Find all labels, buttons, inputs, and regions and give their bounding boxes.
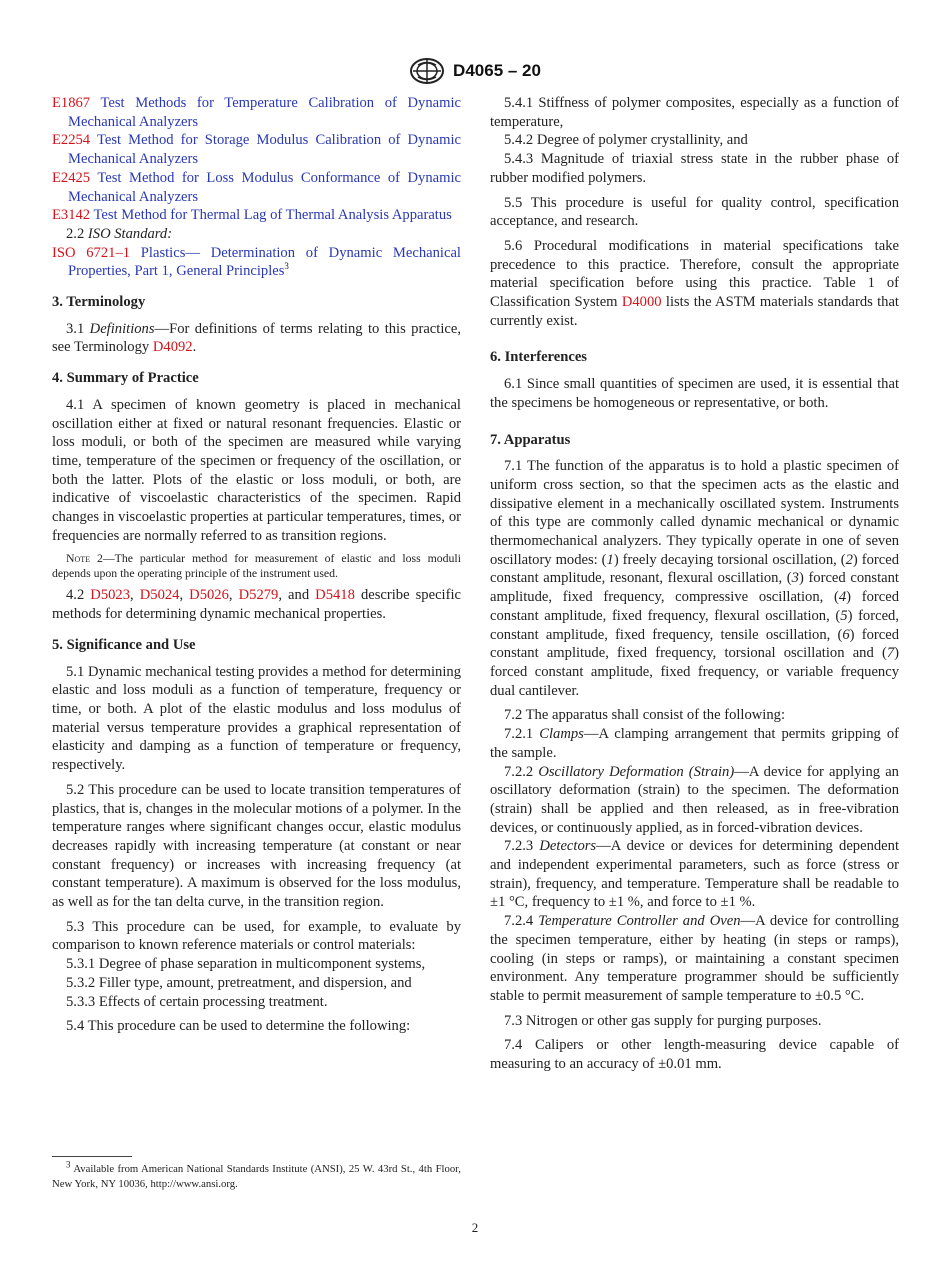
ref-link[interactable]: D5023	[90, 587, 131, 604]
paragraph: 5.6 Procedural modifications in material specifications take precedence to this practice. Therefore, consult the appropriate material specification before using this practice. Table 1 of Classification System D4000 lists the ASTM materials standards that currently exist.	[490, 237, 899, 329]
ref-title-link[interactable]: Test Method for Storage Modulus Calibration of Dynamic Mechanical Analyzers	[68, 132, 461, 168]
reference-iso-6721: ISO 6721–1 Plastics— Determination of Dynamic Mechanical Properties, Part 1, General Principles$^3$	[52, 244, 461, 280]
paragraph: 5.3 This procedure can be used, for example, to evaluate by comparison to known reference materials or control materials:	[52, 918, 461, 954]
section-heading: 3. Terminology	[52, 294, 146, 311]
ref-title-link[interactable]: Test Methods for Temperature Calibration of Dynamic Mechanical Analyzers	[68, 95, 461, 130]
ref-title-link[interactable]: Test Method for Loss Modulus Conformance of Dynamic Mechanical Analyzers	[68, 169, 461, 205]
paragraph: 7.2.2 Oscillatory Deformation (Strain)—A device for applying an oscillatory deformation (strain) to the specimen. The deformation (strain) shall be applied and then released, as in free-vibration devices, or continuously applied, as in forced-vibration devices.	[490, 763, 899, 836]
paragraph: 7.3 Nitrogen or other gas supply for purging purposes.	[504, 1012, 822, 1029]
section-heading: 4. Summary of Practice	[52, 370, 199, 387]
footnote-divider	[52, 1156, 132, 1157]
paragraph: 7.4 Calipers or other length-measuring device capable of measuring to an accuracy of ±0.01 mm.	[490, 1037, 899, 1073]
section-heading: 7. Apparatus	[490, 431, 571, 448]
paragraph: 7.1 The function of the apparatus is to hold a plastic specimen of uniform cross section, so that the specimen acts as the elastic and dissipative element in a mechanically oscillated system. Instruments of this type are commonly called dynamic mechanical or dynamic thermomechanical analyzers. They typically operate in one of seven oscillatory modes: (1) freely decaying torsional oscillation, (2) forced constant amplitude, resonant, flexural oscillation, (3) forced constant amplitude, fixed frequency, compressive oscillation, (4) forced constant amplitude, fixed frequency, flexural oscillation, (5) forced, constant amplitude, fixed frequency, tensile oscillation, (6) forced constant amplitude, fixed frequency, torsional oscillation and (7) forced constant amplitude, fixed frequency, or variable frequency dual cantilever.	[490, 458, 899, 699]
paragraph: 5.3.2 Filler type, amount, pretreatment, and dispersion, and	[66, 974, 412, 991]
ref-link[interactable]: E1867	[52, 95, 91, 111]
ref-link[interactable]: E3142	[52, 207, 91, 224]
ref-title-link[interactable]: Plastics— Determination of Dynamic Mechanical Properties, Part 1, General Principles	[68, 244, 461, 280]
iso-heading: 2.2 ISO Standard:	[66, 225, 173, 242]
section-heading: 5. Significance and Use	[52, 636, 196, 653]
ref-title-link[interactable]: Test Method for Thermal Lag of Thermal Analysis Apparatus	[93, 207, 452, 224]
page-header	[0, 57, 950, 85]
page-number: 2	[471, 1220, 479, 1235]
ref-link[interactable]: D4092	[152, 339, 193, 356]
paragraph: 5.4.1 Stiffness of polymer composites, especially as a function of temperature,	[490, 95, 899, 130]
ref-link[interactable]: D5418	[315, 587, 355, 604]
footnote: $^3$ Available from American National Standards Institute (ANSI), 25 W. 43rd St., 4th Floor, New York, NY 10036, http://www.ansi.org.	[52, 1159, 461, 1190]
left-column	[52, 94, 461, 1036]
paragraph: 5.3.1 Degree of phase separation in multicomponent systems,	[66, 956, 426, 973]
section-heading: 6. Interferences	[490, 349, 587, 366]
paragraph: 3.1 Definitions—For definitions of terms relating to this practice, see Terminology D4092.	[52, 320, 461, 356]
paragraph: 5.3.3 Effects of certain processing treatment.	[66, 993, 328, 1010]
paragraph: 7.2.4 Temperature Controller and Oven—A device for controlling the specimen temperature, either by heating (in steps or ramps), cooling (in steps or ramps), or maintaining a constant specimen environment. Any temperature programmer should be sufficiently stable to permit measurement of sample temperature to ±0.5 °C.	[490, 913, 899, 1004]
reference-e2425	[52, 169, 461, 206]
ref-link[interactable]: E2254	[52, 132, 91, 149]
paragraph: 4.1 A specimen of known geometry is placed in mechanical oscillation either at fixed or natural resonant frequencies. Elastic or loss moduli, or both of the specimen are measured while varying time, temperature of the specimen or frequency of the oscillation, or both the latter. Plots of the elastic or loss moduli, or both, are indicative of viscoelastic characteristics of the specimen. Rapid changes in viscoelastic properties at particular temperatures, times, or frequencies are normally referred to as transition regions.	[52, 396, 461, 544]
ref-link[interactable]: D4000	[621, 294, 662, 311]
paragraph: 5.4 This procedure can be used to determine the following:	[66, 1018, 411, 1035]
paragraph: 5.4.3 Magnitude of triaxial stress state in the rubber phase of rubber modified polymers.	[490, 151, 899, 186]
right-column	[490, 94, 899, 1074]
ref-link[interactable]: ISO 6721–1	[52, 244, 131, 261]
paragraph: 7.2.1 Clamps—A clamping arrangement that permits gripping of the sample.	[490, 726, 900, 761]
ref-link[interactable]: D5024	[139, 587, 180, 604]
document-title: D4065 – 20	[453, 61, 541, 80]
astm-logo-icon	[409, 57, 445, 85]
reference-e2254	[52, 131, 461, 168]
paragraph: 5.5 This procedure is useful for quality control, specification acceptance, and research.	[490, 194, 899, 230]
ref-link[interactable]: E2425	[52, 169, 91, 186]
ref-link[interactable]: D5026	[189, 587, 229, 604]
reference-e1867	[52, 94, 461, 131]
reference-e3142	[52, 206, 461, 225]
paragraph: 6.1 Since small quantities of specimen are used, it is essential that the specimens be homogeneous or representative, or both.	[490, 376, 899, 411]
paragraph: 5.2 This procedure can be used to locate transition temperatures of plastics, that is, changes in the molecular motions of a polymer. In the temperature ranges where significant changes occur, elastic modulus decreases rapidly with increasing temperature (at constant or near constant frequency) or increases with increasing frequency (at constant temperature). A maximum is observed for the loss modulus, as well as for the tan delta curve, in the transition region.	[52, 781, 461, 911]
paragraph: 5.4.2 Degree of polymer crystallinity, and	[504, 132, 748, 149]
paragraph: 7.2.3 Detectors—A device or devices for determining dependent and independent experimental parameters, such as force (stress or strain), frequency, and temperature. Temperature shall be readable to ±1 °C, frequency to ±1 %, and force to ±1 %.	[490, 838, 899, 911]
note: Note 2—The particular method for measurement of elastic and loss moduli depends upon the operating principle of the instrument used.	[52, 551, 461, 581]
paragraph: 4.2 D5023, D5024, D5026, D5279, and D5418 describe specific methods for determining dynamic mechanical properties.	[52, 587, 461, 623]
paragraph: 7.2 The apparatus shall consist of the following:	[504, 707, 786, 724]
paragraph: 5.1 Dynamic mechanical testing provides a method for determining elastic and loss moduli as a function of temperature, frequency or time, or both. A plot of the elastic modulus and loss modulus of material versus temperature provides a graphical representation of elasticity and damping as a function of temperature or frequency, respectively.	[52, 663, 461, 774]
ref-link[interactable]: D5279	[238, 587, 279, 604]
